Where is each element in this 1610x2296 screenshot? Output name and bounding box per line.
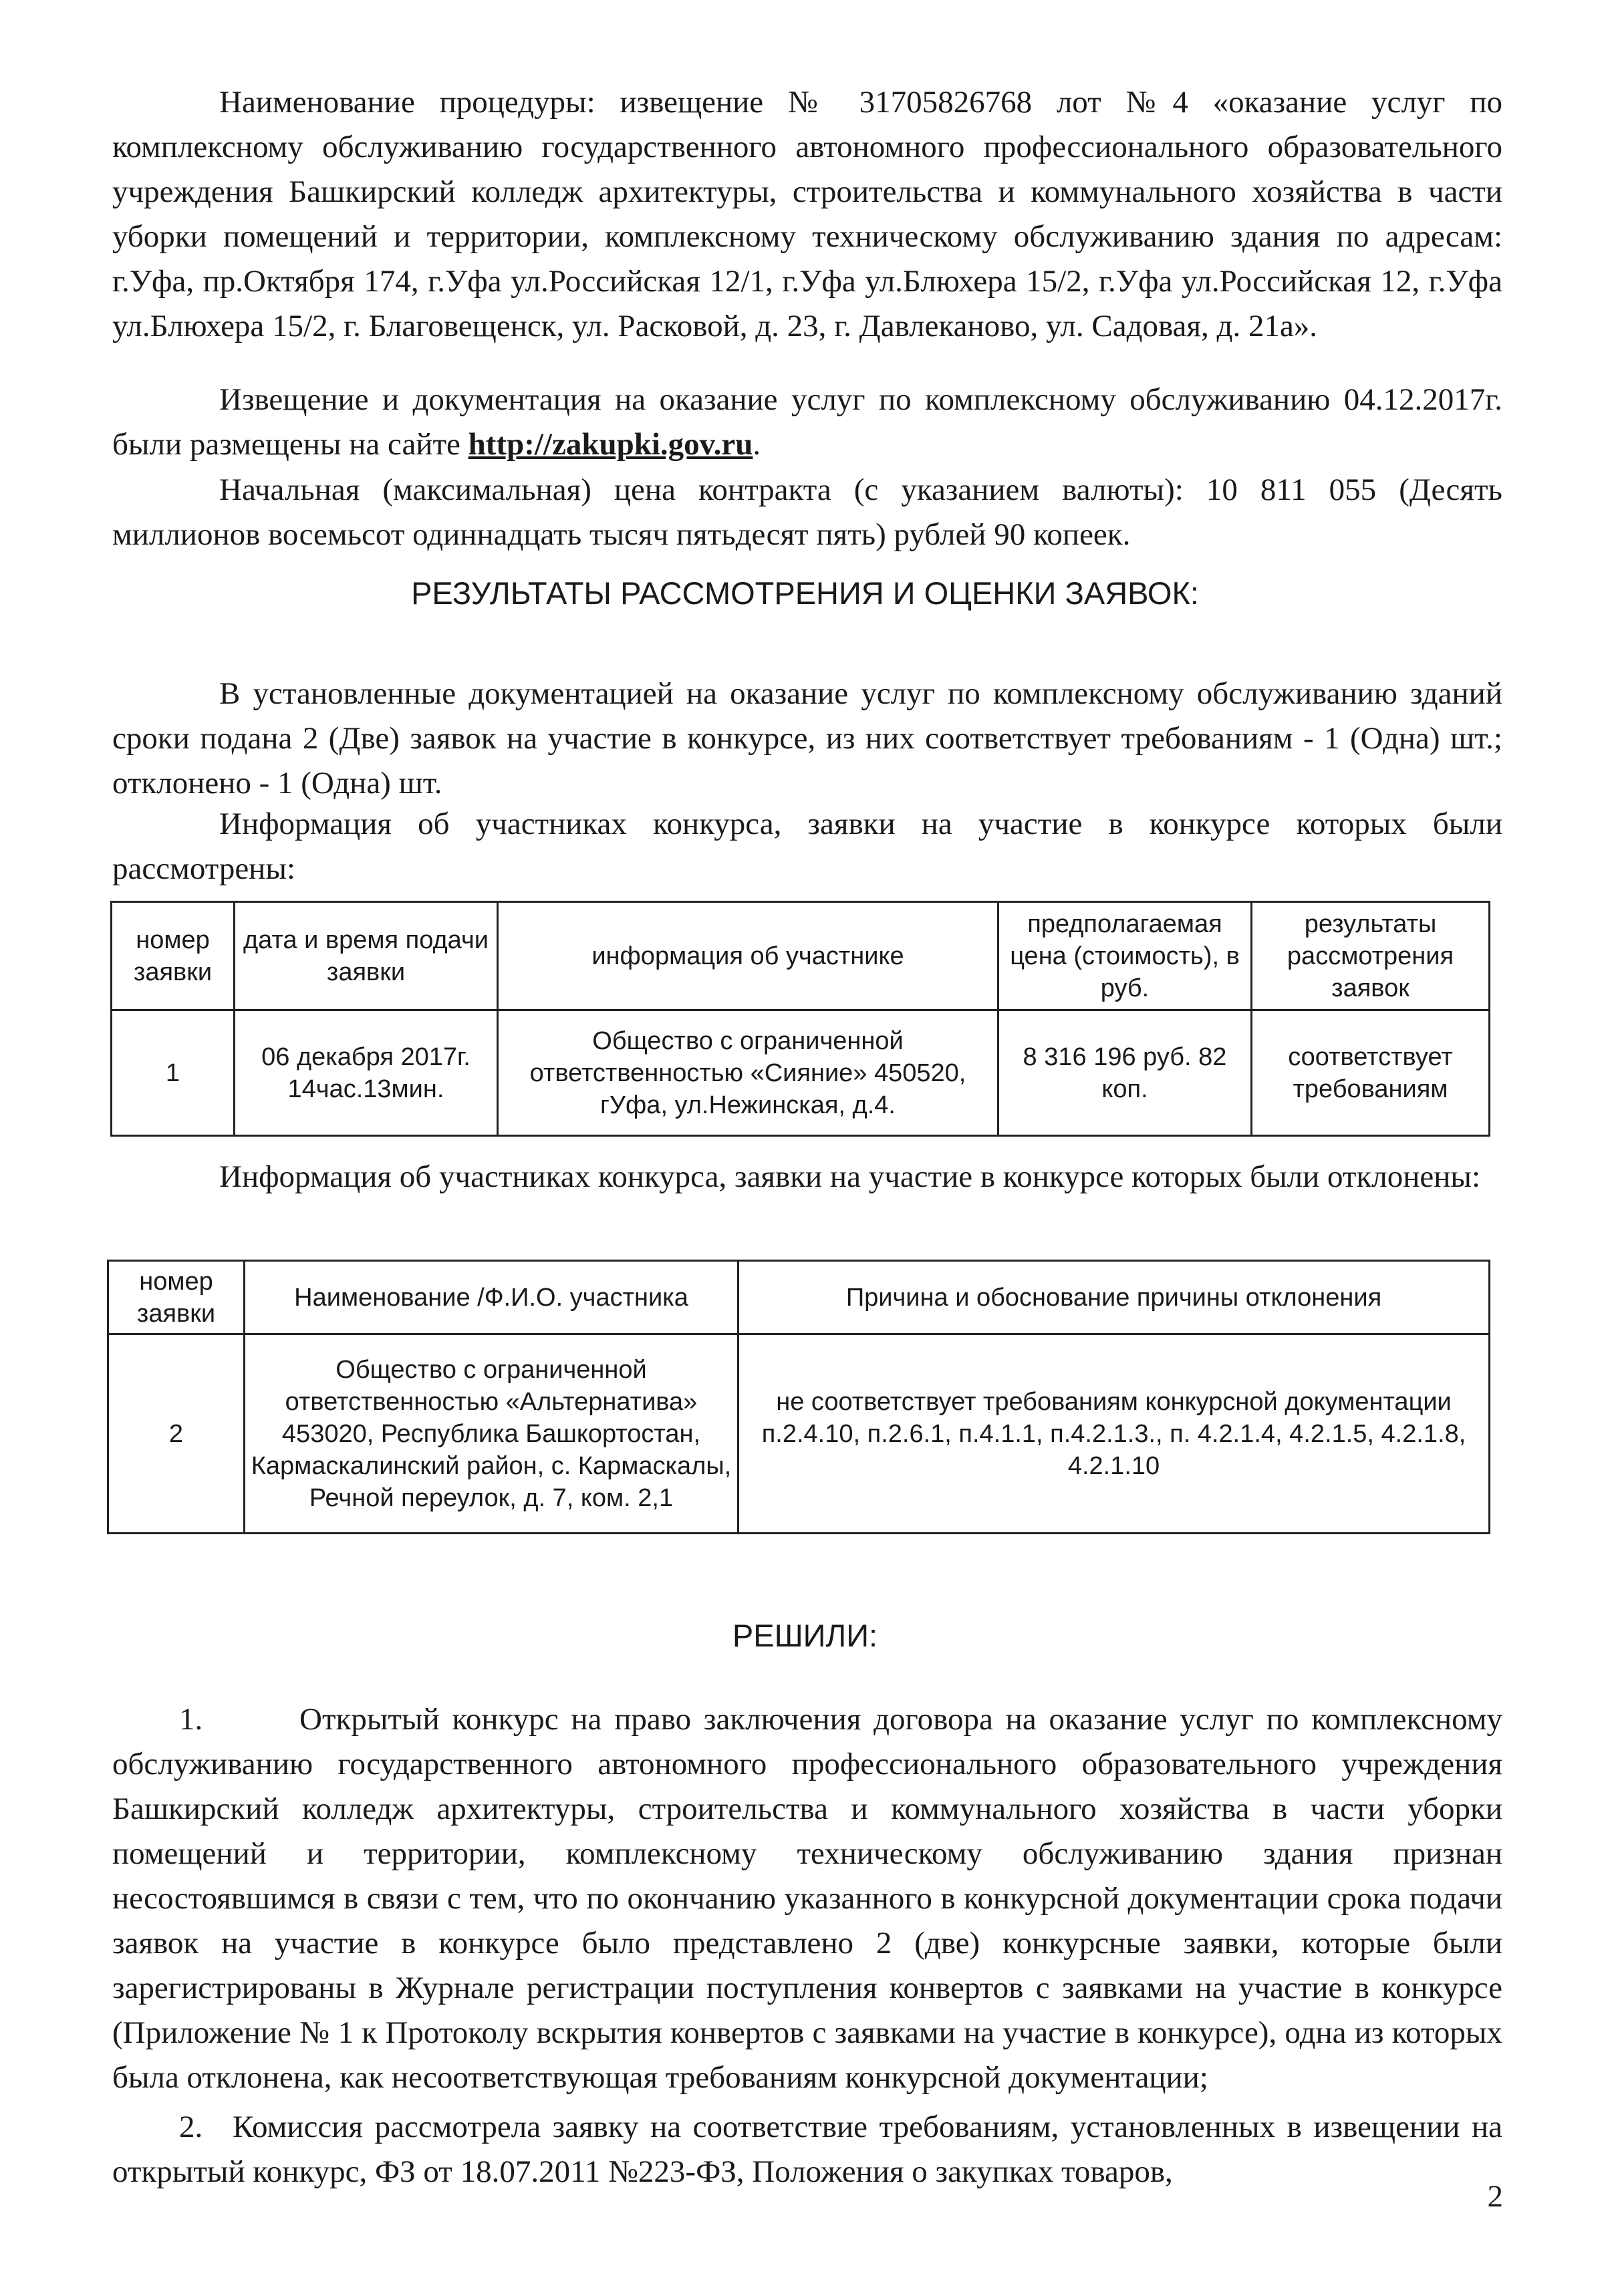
header-participant-name: Наименование /Ф.И.О. участника xyxy=(245,1261,739,1334)
considered-text: Информация об участниках конкурса, заявки на участие в конкурсе которых были рассмотрены: xyxy=(112,807,1502,886)
publication-text: Извещение и документация на оказание услуг по комплексному обслуживанию 04.12.2017г. были размещены на сайте xyxy=(112,382,1502,462)
rejection-reason: не соответствует требованиям конкурсной документации п.2.4.10, п.2.6.1, п.4.1.1, п.4.2.1.3., п. 4.2.1.4, 4.2.1.5, 4.2.1.8, 4.2.1.10 xyxy=(739,1334,1490,1534)
considered-intro xyxy=(112,802,1502,891)
participant-info: Общество с ограниченной ответственностью «Сияние» 450520, гУфа, ул.Нежинская, д.4. xyxy=(498,1010,998,1136)
decision-number: 1. xyxy=(179,1702,203,1737)
header-participant-info: информация об участнике xyxy=(498,902,998,1010)
header-bid-number: номер заявки xyxy=(108,1261,245,1334)
header-bid-number: номер заявки xyxy=(112,902,235,1010)
procedure-text: Наименование процедуры: извещение № 31705826768 лот №4 «оказание услуг по комплексному обслуживанию государственного автономного профессионального образовательного учреждения Башкирский колледж архитектуры, строительства и коммунального хозяйства в части уборки помещений и территории, комплексному техническому обслуживанию здания по адресам: г.Уфа, пр.Октября 174, г.Уфа ул.Российская 12/1, г.Уфа ул.Блюхера 15/2, г.Уфа ул.Российская 12, г.Уфа ул.Блюхера 15/2, г. Благовещенск, ул. Расковой, д. 23, г. Давлеканово, ул. Садовая, д. 21а». xyxy=(112,85,1502,343)
header-results: результаты рассмотрения заявок xyxy=(1252,902,1490,1010)
results-heading: РЕЗУЛЬТАТЫ РАССМОТРЕНИЯ И ОЦЕНКИ ЗАЯВОК: xyxy=(411,575,1199,611)
zakupki-link[interactable]: http://zakupki.gov.ru xyxy=(468,427,753,462)
rejected-text: Информация об участниках конкурса, заявки на участие в конкурсе которых были отклонены: xyxy=(219,1159,1481,1194)
procedure-paragraph xyxy=(112,80,1502,349)
considered-bids-table xyxy=(110,901,1490,1137)
submission-date: 06 декабря 2017г. 14час.13мин. xyxy=(235,1010,498,1136)
bid-number: 2 xyxy=(108,1334,245,1534)
page-number: 2 xyxy=(1487,2179,1503,2214)
table-row xyxy=(112,1010,1490,1136)
decision-text: Открытый конкурс на право заключения договора на оказание услуг по комплексному обслуживанию государственного автономного профессионального образовательного учреждения Башкирский колледж архитектуры, строительства и коммунального хозяйства в части уборки помещений и территории, комплексному техническому обслуживанию здания признан несостоявшимся в связи с тем, что по окончанию указанного в конкурсной документации срока подачи заявок на участие в конкурсе было представлено 2 (две) конкурсные заявки, которые были зарегистрированы в Журнале регистрации поступления конвертов с заявками на участие в конкурсе (Приложение № 1 к Протоколу вскрытия конвертов с заявками на участие в конкурсе), одна из которых была отклонена, как несоответствующая требованиям конкурсной документации; xyxy=(112,1702,1502,2095)
decision-number: 2. xyxy=(179,2110,203,2144)
publication-paragraph: Извещение и документация на оказание услуг по комплексному обслуживанию 04.12.2017г. были размещены на сайте http://zakupki.gov.ru. xyxy=(112,382,1502,462)
decision-text: Комиссия рассмотрела заявку на соответствие требованиям, установленных в извещении на открытый конкурс, ФЗ от 18.07.2011 №223-ФЗ, Положения о закупках товаров, xyxy=(112,2110,1502,2189)
summary-paragraph xyxy=(112,672,1502,806)
price-text: Начальная (максимальная) цена контракта (с указанием валюты): 10 811 055 (Десять миллионов восемьсот одиннадцать тысяч пятьдесят пять) рублей 90 копеек. xyxy=(112,472,1502,552)
decision-item xyxy=(112,1697,1502,2100)
decision-item xyxy=(112,2105,1502,2194)
participant-name: Общество с ограниченной ответственностью «Альтернатива» 453020, Республика Башкортостан, Кармаскалинский район, с. Кармаскалы, Речной переулок, д. 7, ком. 2,1 xyxy=(245,1334,739,1534)
table-header-row xyxy=(108,1261,1490,1334)
table-row xyxy=(108,1334,1490,1534)
price-paragraph xyxy=(112,468,1502,557)
summary-text: В установленные документацией на оказание услуг по комплексному обслуживанию зданий сроки подана 2 (Две) заявок на участие в конкурсе, из них соответствует требованиям - 1 (Одна) шт.; отклонено - 1 (Одна) шт. xyxy=(112,676,1502,801)
rejected-intro xyxy=(112,1155,1502,1199)
header-rejection-reason: Причина и обоснование причины отклонения xyxy=(739,1261,1490,1334)
proposed-price: 8 316 196 руб. 82 коп. xyxy=(998,1010,1252,1136)
header-submission-date: дата и время подачи заявки xyxy=(235,902,498,1010)
review-result: соответствует требованиям xyxy=(1252,1010,1490,1136)
bid-number: 1 xyxy=(112,1010,235,1136)
decided-heading: РЕШИЛИ: xyxy=(732,1618,878,1653)
table-header-row xyxy=(112,902,1490,1010)
header-proposed-price: предполагаемая цена (стоимость), в руб. xyxy=(998,902,1252,1010)
rejected-bids-table xyxy=(107,1260,1490,1534)
